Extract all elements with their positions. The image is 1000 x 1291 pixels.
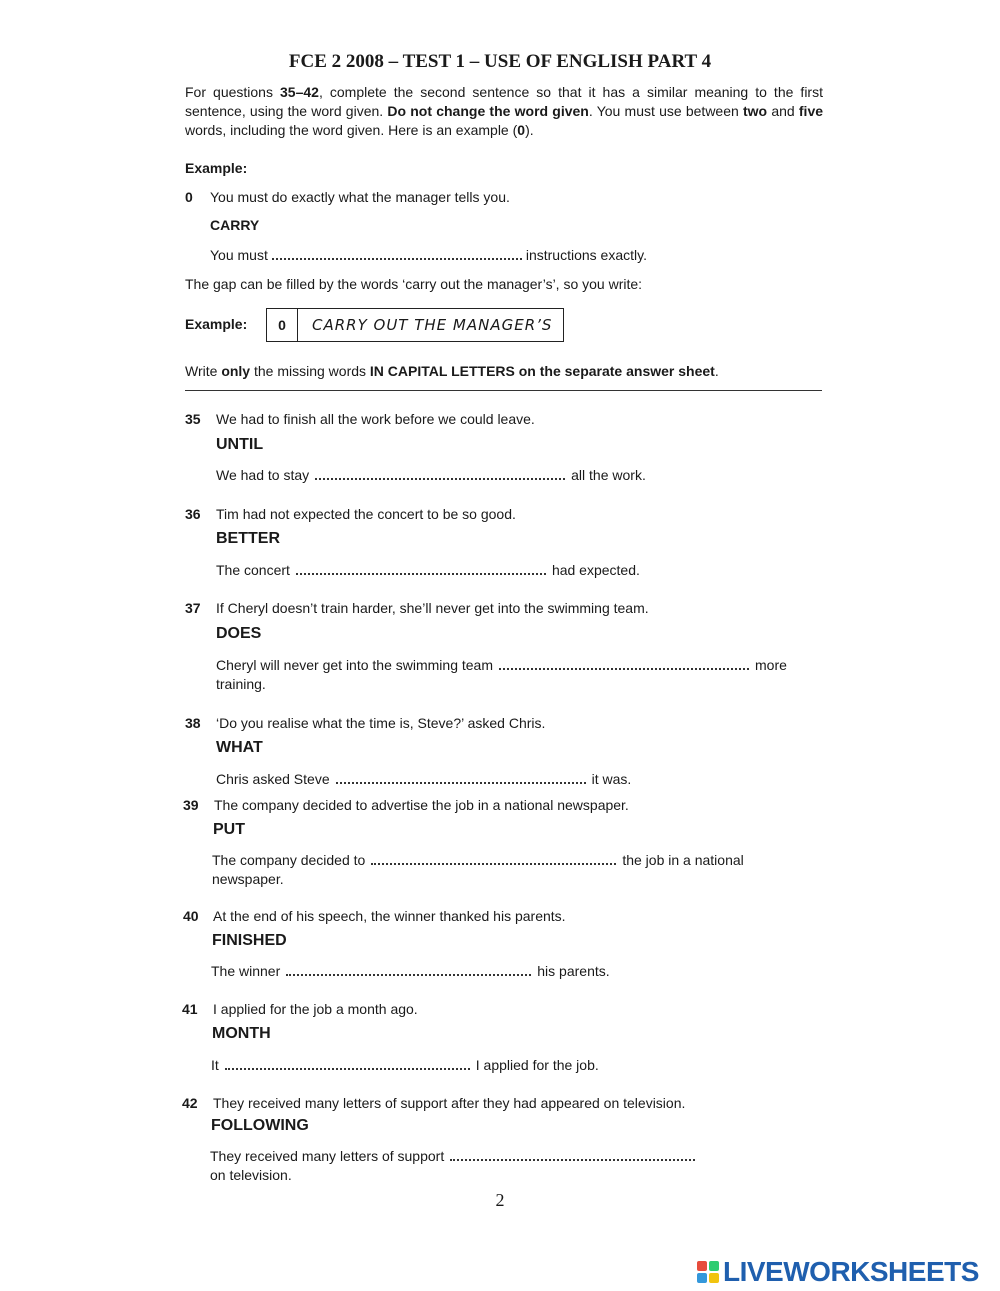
question-keyword: FINISHED bbox=[212, 932, 287, 949]
line-end: it was. bbox=[591, 771, 632, 787]
intro-text: For questions bbox=[185, 84, 281, 100]
line-end: I applied for the job. bbox=[475, 1057, 599, 1073]
example-box-answer: CARRY OUT THE MANAGER’S bbox=[312, 316, 553, 334]
line-end: the job in a national bbox=[622, 852, 744, 868]
example-line-start: You must bbox=[210, 247, 268, 263]
question-number: 36 bbox=[185, 506, 201, 522]
question-number: 40 bbox=[183, 908, 199, 924]
example-answer-box bbox=[266, 308, 564, 342]
line-start: We had to stay bbox=[216, 467, 310, 483]
question-number: 42 bbox=[182, 1095, 198, 1111]
line-end: more bbox=[755, 657, 787, 673]
question-gap-line bbox=[216, 467, 646, 483]
question-number: 37 bbox=[185, 600, 201, 616]
line-end: his parents. bbox=[537, 963, 610, 979]
logo-block bbox=[697, 1261, 707, 1271]
example-gap-line bbox=[210, 247, 647, 263]
write-instruction bbox=[185, 363, 719, 379]
logo-block bbox=[709, 1261, 719, 1271]
write-only: only bbox=[221, 363, 251, 379]
question-number: 38 bbox=[185, 715, 201, 731]
question-sentence: I applied for the job a month ago. bbox=[213, 1001, 418, 1017]
line-start: The winner bbox=[211, 963, 281, 979]
question-gap-line bbox=[216, 562, 640, 578]
page-number: 2 bbox=[495, 1190, 505, 1210]
answer-gap[interactable] bbox=[336, 772, 586, 784]
write-caps: IN CAPITAL LETTERS on the separate answer sheet bbox=[369, 363, 715, 379]
question-keyword: UNTIL bbox=[216, 436, 264, 453]
answer-gap[interactable] bbox=[450, 1149, 695, 1161]
write-text: Write bbox=[185, 363, 222, 379]
question-keyword: MONTH bbox=[212, 1025, 271, 1042]
instructions-paragraph bbox=[185, 83, 823, 140]
line-start: Cheryl will never get into the swimming team bbox=[216, 657, 493, 673]
question-number: 41 bbox=[182, 1001, 198, 1017]
line-start: Chris asked Steve bbox=[216, 771, 330, 787]
question-sentence: They received many letters of support after they had appeared on television. bbox=[213, 1095, 686, 1111]
question-range: 35–42 bbox=[280, 84, 319, 100]
logo-block bbox=[697, 1273, 707, 1283]
intro-text: , complete the second sentence so that it has a similar meaning to the first sentence, using the word given. bbox=[185, 84, 823, 119]
answer-gap[interactable] bbox=[371, 853, 616, 865]
example-number: 0 bbox=[185, 189, 193, 205]
example-explanation: The gap can be filled by the words ‘carry out the manager’s’, so you write: bbox=[185, 276, 643, 292]
write-text: the missing words bbox=[250, 363, 370, 379]
answer-gap[interactable] bbox=[499, 658, 749, 670]
example-gap bbox=[272, 248, 522, 260]
line-start: The company decided to bbox=[212, 852, 366, 868]
intro-text: words, including the word given. Here is an example ( bbox=[185, 122, 518, 138]
bold-instruction: Do not change the word given bbox=[387, 103, 589, 119]
intro-text: ). bbox=[525, 122, 534, 138]
example-keyword: CARRY bbox=[210, 217, 260, 233]
line-end: all the work. bbox=[571, 467, 646, 483]
example-sentence: You must do exactly what the manager tells you. bbox=[210, 189, 510, 205]
example-line-end: instructions exactly. bbox=[525, 247, 647, 263]
question-sentence: The company decided to advertise the job in a national newspaper. bbox=[214, 797, 629, 813]
question-keyword: BETTER bbox=[216, 530, 280, 547]
answer-gap[interactable] bbox=[315, 468, 565, 480]
word-five: five bbox=[798, 103, 824, 119]
answer-gap[interactable] bbox=[286, 964, 531, 976]
question-gap-line bbox=[210, 1148, 701, 1164]
question-number: 39 bbox=[183, 797, 199, 813]
question-sentence: If Cheryl doesn’t train harder, she’ll never get into the swimming team. bbox=[216, 600, 649, 616]
question-gap-line bbox=[211, 1057, 599, 1073]
question-keyword: PUT bbox=[213, 821, 245, 838]
question-gap-line bbox=[216, 771, 631, 787]
intro-text: and bbox=[767, 103, 799, 119]
question-keyword: FOLLOWING bbox=[211, 1117, 309, 1134]
question-sentence: ‘Do you realise what the time is, Steve?’ asked Chris. bbox=[216, 715, 546, 731]
line-continuation: on television. bbox=[210, 1167, 292, 1183]
answer-gap[interactable] bbox=[296, 563, 546, 575]
question-keyword: DOES bbox=[216, 625, 262, 642]
example-box-number: 0 bbox=[267, 309, 298, 341]
logo-text: LIVEWORKSHEETS bbox=[723, 1256, 979, 1287]
write-text: . bbox=[714, 363, 719, 379]
question-keyword: WHAT bbox=[216, 739, 263, 756]
divider bbox=[185, 390, 822, 391]
logo-block bbox=[709, 1273, 719, 1283]
example-heading: Example: bbox=[185, 160, 248, 176]
answer-gap[interactable] bbox=[225, 1058, 470, 1070]
line-continuation: training. bbox=[216, 676, 266, 692]
intro-text: . You must use between bbox=[588, 103, 743, 119]
line-start: The concert bbox=[216, 562, 290, 578]
question-sentence: We had to finish all the work before we could leave. bbox=[216, 411, 535, 427]
question-number: 35 bbox=[185, 411, 201, 427]
word-two: two bbox=[743, 103, 768, 119]
example-box-label: Example: bbox=[185, 316, 248, 332]
question-sentence: Tim had not expected the concert to be so good. bbox=[216, 506, 516, 522]
question-gap-line bbox=[216, 657, 787, 673]
logo-blocks-icon bbox=[697, 1261, 719, 1283]
line-continuation: newspaper. bbox=[212, 871, 284, 887]
question-sentence: At the end of his speech, the winner thanked his parents. bbox=[213, 908, 566, 924]
question-gap-line bbox=[211, 963, 610, 979]
question-gap-line bbox=[212, 852, 744, 868]
liveworksheets-logo bbox=[697, 1256, 979, 1288]
line-start: They received many letters of support bbox=[210, 1148, 445, 1164]
page-title: FCE 2 2008 – TEST 1 – USE OF ENGLISH PART 4 bbox=[288, 51, 712, 72]
line-end: had expected. bbox=[551, 562, 640, 578]
line-start: It bbox=[211, 1057, 219, 1073]
example-ref: 0 bbox=[517, 122, 526, 138]
